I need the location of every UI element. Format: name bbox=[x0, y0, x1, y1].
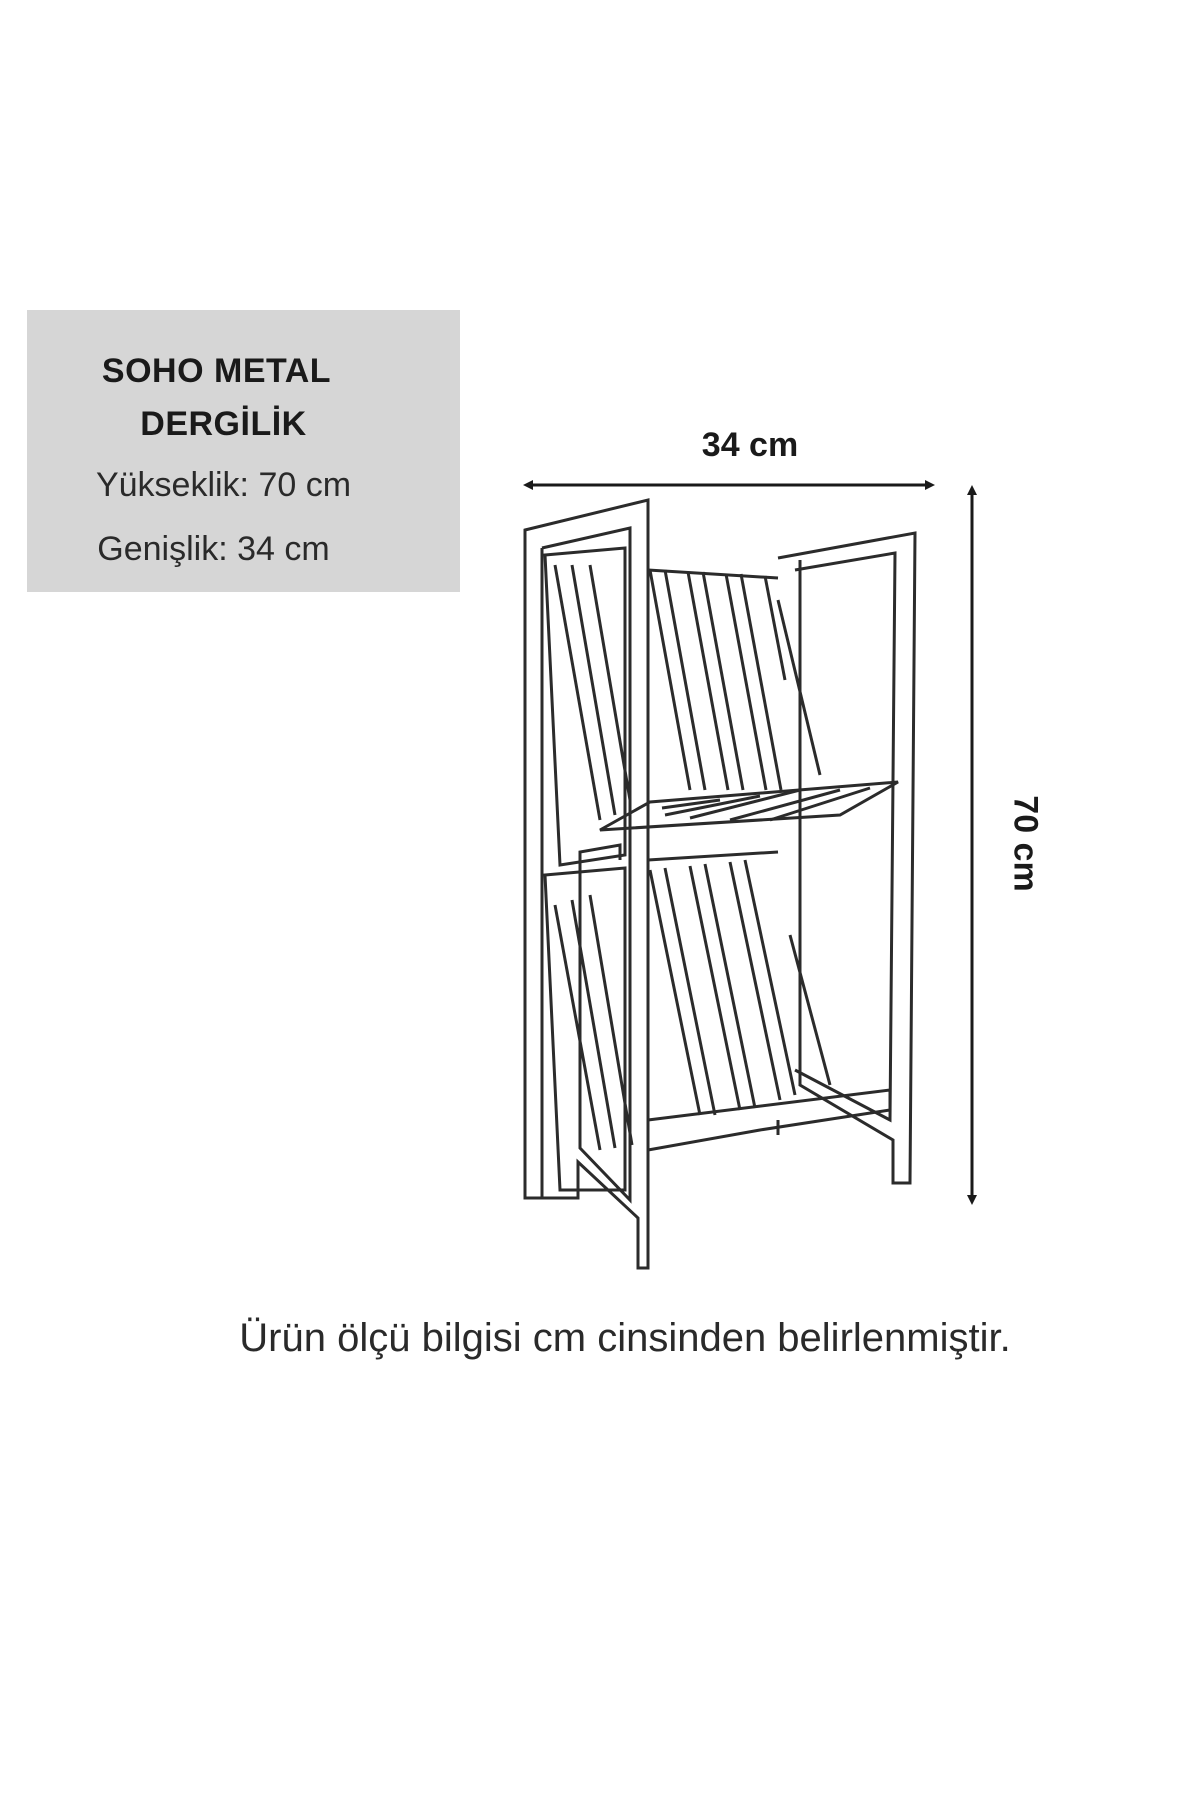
height-dimension-label: 70 cm bbox=[1006, 795, 1045, 892]
width-dimension-label: 34 cm bbox=[701, 426, 799, 464]
product-height-spec: Yükseklik: 70 cm bbox=[95, 466, 352, 504]
magazine-rack-outline bbox=[525, 500, 915, 1268]
lower-base bbox=[648, 1090, 890, 1150]
product-title-line2: DERGİLİK bbox=[140, 405, 307, 443]
product-width-spec: Genişlik: 34 cm bbox=[97, 530, 330, 568]
upper-shelf bbox=[600, 782, 898, 830]
measurement-footnote: Ürün ölçü bilgisi cm cinsinden belirlenmiştir. bbox=[239, 1316, 1011, 1360]
product-title-line1: SOHO METAL bbox=[101, 352, 332, 390]
